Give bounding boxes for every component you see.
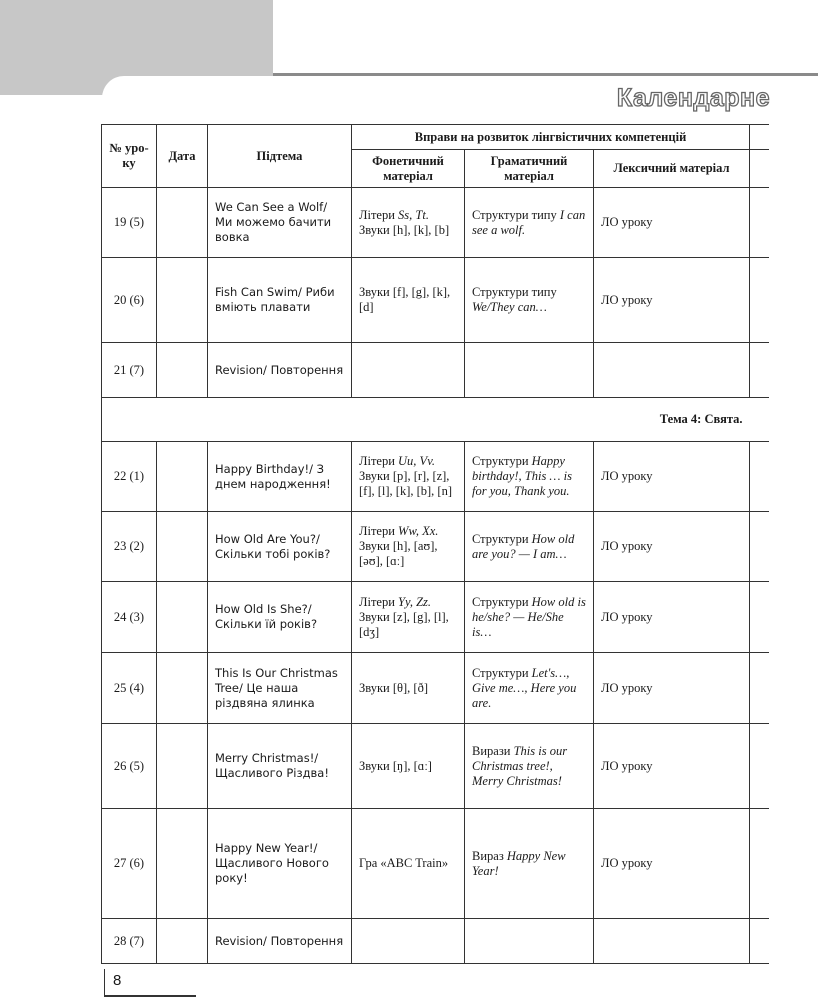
topic-row — [102, 398, 769, 442]
subtopic-cell: Fish Can Swim/ Риби вміють плавати — [208, 258, 352, 343]
header-exercises: Вправи на розвиток лінгвістичних компетенцій — [352, 125, 750, 150]
table-row — [102, 653, 769, 724]
grammar-cell: Структури типу I can see a wolf. — [465, 188, 594, 258]
table-row — [102, 188, 769, 258]
lesson-number-cell: 26 (5) — [102, 724, 157, 809]
table-row — [102, 343, 769, 398]
date-cell — [157, 582, 208, 653]
grammar-cell — [465, 343, 594, 398]
phonetic-cell: Літери Yy, Zz. Звуки [z], [g], [l], [dʒ] — [352, 582, 465, 653]
page-number-rule — [104, 995, 196, 997]
table-row — [102, 724, 769, 809]
lexical-cell — [594, 343, 750, 398]
table-row — [102, 512, 769, 582]
grammar-cell: Структури Happy birthday!, This … is for you, Thank you. — [465, 442, 594, 512]
subtopic-cell: Revision/ Повторення — [208, 919, 352, 964]
subtopic-cell: We Can See a Wolf/ Ми можемо бачити вовка — [208, 188, 352, 258]
lesson-number-cell: 20 (6) — [102, 258, 157, 343]
phonetic-cell: Звуки [θ], [ð] — [352, 653, 465, 724]
subtopic-cell: Happy New Year!/ Щасливого Нового року! — [208, 809, 352, 919]
phonetic-cell: Літери Ss, Tt. Звуки [h], [k], [b] — [352, 188, 465, 258]
lexical-cell — [594, 919, 750, 964]
grammar-cell: Структури типу We/They can… — [465, 258, 594, 343]
subtopic-cell: Revision/ Повторення — [208, 343, 352, 398]
overflow-cell — [750, 653, 769, 724]
subtopic-cell: Merry Christmas!/ Щасливого Різдва! — [208, 724, 352, 809]
lexical-cell: ЛО уроку — [594, 442, 750, 512]
grammar-cell: Структури How old are you? — I am… — [465, 512, 594, 582]
overflow-cell — [750, 512, 769, 582]
header-lexical: Лексичний матеріал — [594, 150, 750, 188]
lesson-number-cell: 28 (7) — [102, 919, 157, 964]
grammar-cell: Структури Let's…, Give me…, Here you are. — [465, 653, 594, 724]
overflow-cell — [750, 582, 769, 653]
page-number: 8 — [104, 969, 121, 996]
lexical-cell: ЛО уроку — [594, 512, 750, 582]
date-cell — [157, 258, 208, 343]
date-cell — [157, 442, 208, 512]
header-date: Дата — [157, 125, 208, 188]
overflow-cell — [750, 258, 769, 343]
phonetic-cell: Звуки [ŋ], [ɑː] — [352, 724, 465, 809]
date-cell — [157, 512, 208, 582]
phonetic-cell: Звуки [f], [g], [k], [d] — [352, 258, 465, 343]
date-cell — [157, 919, 208, 964]
subtopic-cell: This Is Our Christmas Tree/ Це наша різдвяна ялинка — [208, 653, 352, 724]
date-cell — [157, 188, 208, 258]
table-row — [102, 809, 769, 919]
grammar-cell — [465, 919, 594, 964]
header-overflow-cell — [750, 150, 769, 188]
table-row — [102, 258, 769, 343]
lesson-number-cell: 22 (1) — [102, 442, 157, 512]
header-phonetic: Фонетичний матеріал — [352, 150, 465, 188]
header-overflow-cell — [750, 125, 769, 150]
table-body — [102, 188, 769, 964]
header-lesson-no: № уроку — [102, 125, 157, 188]
phonetic-cell — [352, 343, 465, 398]
topic-title: Тема 4: Свята. — [102, 398, 750, 442]
table-row — [102, 442, 769, 512]
subtopic-cell: How Old Is She?/ Скільки їй років? — [208, 582, 352, 653]
overflow-cell — [750, 919, 769, 964]
phonetic-cell: Літери Ww, Xx. Звуки [h], [aʊ], [əʊ], [ɑː] — [352, 512, 465, 582]
calendar-table — [101, 124, 769, 964]
lesson-number-cell: 27 (6) — [102, 809, 157, 919]
lexical-cell: ЛО уроку — [594, 188, 750, 258]
lexical-cell: ЛО уроку — [594, 258, 750, 343]
phonetic-cell — [352, 919, 465, 964]
subtopic-cell: Happy Birthday!/ З днем народження! — [208, 442, 352, 512]
date-cell — [157, 343, 208, 398]
date-cell — [157, 724, 208, 809]
grammar-cell: Вираз Happy New Year! — [465, 809, 594, 919]
lesson-number-cell: 24 (3) — [102, 582, 157, 653]
overflow-cell — [750, 188, 769, 258]
lexical-cell: ЛО уроку — [594, 653, 750, 724]
table-row — [102, 919, 769, 964]
grammar-cell: Структури How old is he/she? — He/She is… — [465, 582, 594, 653]
phonetic-cell: Літери Uu, Vv. Звуки [p], [r], [z], [f], [l], [k], [b], [n] — [352, 442, 465, 512]
date-cell — [157, 653, 208, 724]
lesson-number-cell: 25 (4) — [102, 653, 157, 724]
grammar-cell: Вирази This is our Christmas tree!, Merry Christmas! — [465, 724, 594, 809]
lesson-number-cell: 23 (2) — [102, 512, 157, 582]
overflow-cell — [750, 442, 769, 512]
overflow-cell — [750, 724, 769, 809]
lexical-cell: ЛО уроку — [594, 809, 750, 919]
lexical-cell: ЛО уроку — [594, 582, 750, 653]
lexical-cell: ЛО уроку — [594, 724, 750, 809]
header-grammar: Граматичний матеріал — [465, 150, 594, 188]
table-row — [102, 582, 769, 653]
lesson-number-cell: 19 (5) — [102, 188, 157, 258]
overflow-cell — [750, 343, 769, 398]
date-cell — [157, 809, 208, 919]
page-header-title: Календарне — [616, 84, 770, 112]
header-subtopic: Підтема — [208, 125, 352, 188]
overflow-cell — [750, 398, 769, 442]
overflow-cell — [750, 809, 769, 919]
subtopic-cell: How Old Are You?/ Скільки тобі років? — [208, 512, 352, 582]
lesson-number-cell: 21 (7) — [102, 343, 157, 398]
phonetic-cell: Гра «ABC Train» — [352, 809, 465, 919]
